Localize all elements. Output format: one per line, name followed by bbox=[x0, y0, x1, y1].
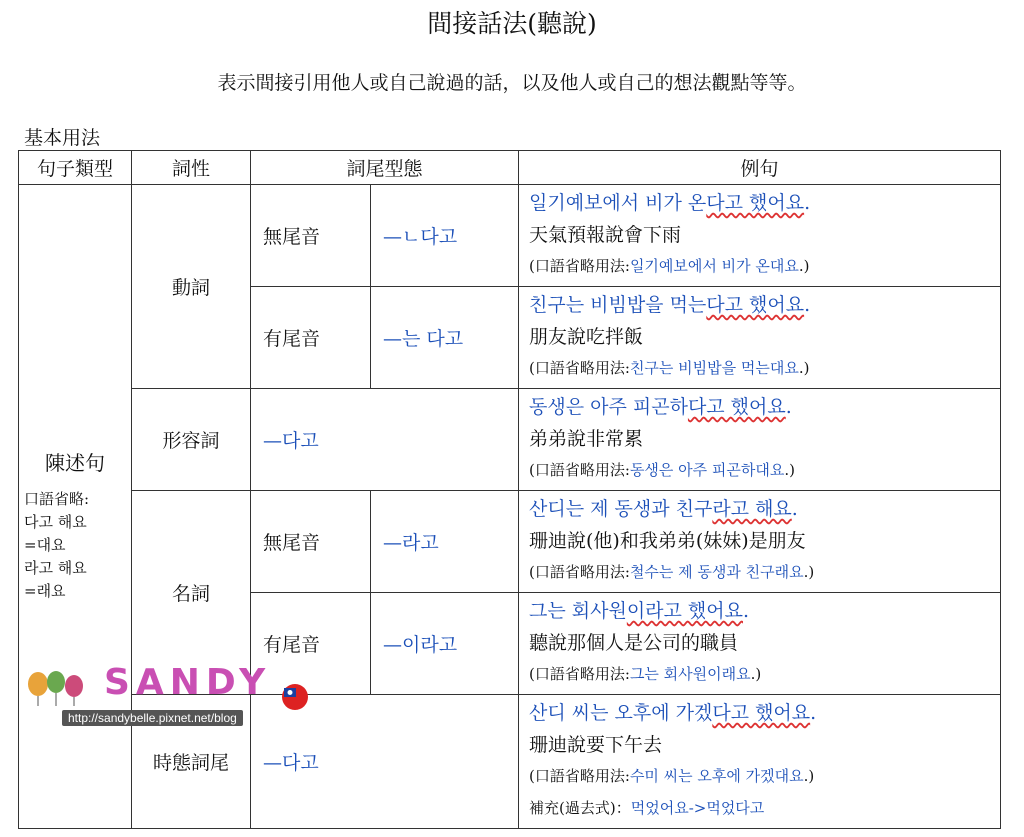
colloquial-korean: 철수는 제 동생과 친구래요 bbox=[629, 563, 804, 581]
colloquial-close: .) bbox=[798, 359, 810, 377]
pos-verb: 動詞 bbox=[132, 185, 251, 389]
header-sentence-type: 句子類型 bbox=[19, 151, 132, 185]
colloquial-close: .) bbox=[803, 563, 815, 581]
note-line: 라고 해요 bbox=[24, 559, 87, 577]
watermark-logo bbox=[24, 662, 314, 732]
example-noun-no-batchim bbox=[519, 491, 1001, 593]
example-chinese: 弟弟說非常累 bbox=[529, 428, 644, 450]
cond-verb-batchim: 有尾音 bbox=[251, 287, 371, 389]
note-line: =래요 bbox=[24, 582, 66, 600]
example-korean-ending: 다고 했어요 bbox=[687, 396, 786, 418]
colloquial-label: (口語省略用法: bbox=[529, 767, 630, 785]
pos-adjective: 形容詞 bbox=[132, 389, 251, 491]
example-chinese: 朋友說吃拌飯 bbox=[529, 326, 644, 348]
colloquial-korean: 수미 씨는 오후에 가겠대요 bbox=[629, 767, 804, 785]
example-adjective bbox=[519, 389, 1001, 491]
page-subtitle: 表示間接引用他人或自己說過的話，以及他人或自己的想法觀點等等。 bbox=[217, 72, 807, 94]
example-korean: 동생은 아주 피곤하 bbox=[529, 396, 688, 418]
colloquial-close: .) bbox=[750, 665, 762, 683]
example-korean-period: . bbox=[785, 396, 792, 418]
header-ending-form: 詞尾型態 bbox=[251, 151, 519, 185]
supplement-past bbox=[529, 792, 1000, 824]
example-chinese: 珊迪說要下午去 bbox=[529, 734, 663, 756]
example-korean-ending: 다고 했어요 bbox=[706, 192, 805, 214]
example-korean-period: . bbox=[743, 600, 750, 622]
example-korean: 일기예보에서 비가 온 bbox=[529, 192, 707, 214]
supplement-label: 補充(過去式)： bbox=[529, 799, 631, 817]
ending-noun-no-batchim: —라고 bbox=[371, 491, 519, 593]
watermark-url: http://sandybelle.pixnet.net/blog bbox=[62, 710, 243, 726]
pos-noun: 名詞 bbox=[132, 491, 251, 695]
example-korean-ending: 다고 했어요 bbox=[712, 702, 811, 724]
pos-tense: 時態詞尾 bbox=[132, 695, 251, 829]
sentence-type-label: 陳述句 bbox=[45, 450, 105, 475]
colloquial-label: (口語省略用法: bbox=[529, 461, 630, 479]
page-title: 間接話法(聽說) bbox=[427, 9, 597, 38]
example-verb-batchim bbox=[519, 287, 1001, 389]
cond-noun-batchim: 有尾音 bbox=[251, 593, 371, 695]
example-chinese: 天氣預報說會下雨 bbox=[529, 224, 682, 246]
header-part-of-speech: 詞性 bbox=[132, 151, 251, 185]
cond-verb-no-batchim: 無尾音 bbox=[251, 185, 371, 287]
example-korean: 친구는 비빔밥을 먹는 bbox=[529, 294, 707, 316]
example-chinese: 聽說那個人是公司的職員 bbox=[529, 632, 739, 654]
section-heading: 基本用法 bbox=[24, 127, 101, 149]
colloquial-note bbox=[24, 488, 89, 603]
table-row bbox=[19, 185, 1001, 287]
example-korean-period: . bbox=[804, 192, 811, 214]
colloquial-close: .) bbox=[798, 257, 810, 275]
example-korean-ending: 다고 했어요 bbox=[706, 294, 805, 316]
example-colloquial bbox=[529, 250, 1000, 282]
note-line: =대요 bbox=[24, 536, 66, 554]
colloquial-label: (口語省略用法: bbox=[529, 359, 630, 377]
note-line: 口語省略: bbox=[24, 490, 90, 508]
ending-verb-batchim: —는 다고 bbox=[371, 287, 519, 389]
example-colloquial bbox=[529, 556, 1000, 588]
colloquial-korean: 일기예보에서 비가 온대요 bbox=[629, 257, 799, 275]
cond-noun-no-batchim: 無尾音 bbox=[251, 491, 371, 593]
colloquial-korean: 동생은 아주 피곤하대요 bbox=[629, 461, 785, 479]
table-row bbox=[19, 389, 1001, 491]
ending-adjective: —다고 bbox=[251, 389, 519, 491]
ending-tense: —다고 bbox=[251, 695, 519, 829]
flag-badge-icon bbox=[280, 682, 310, 712]
example-colloquial bbox=[529, 454, 1000, 486]
table-row bbox=[19, 491, 1001, 593]
example-noun-batchim bbox=[519, 593, 1001, 695]
example-korean-ending: 이라고 했어요 bbox=[626, 600, 743, 622]
balloons-icon bbox=[26, 670, 90, 710]
watermark-text bbox=[104, 662, 271, 703]
header-example: 例句 bbox=[519, 151, 1001, 185]
ending-verb-no-batchim: —ㄴ다고 bbox=[371, 185, 519, 287]
table-header-row bbox=[19, 151, 1001, 185]
example-korean-ending: 라고 해요 bbox=[712, 498, 792, 520]
colloquial-label: (口語省略用法: bbox=[529, 257, 630, 275]
example-korean: 산디는 제 동생과 친구 bbox=[529, 498, 713, 520]
example-korean-period: . bbox=[804, 294, 811, 316]
colloquial-korean: 그는 회사원이래요 bbox=[629, 665, 751, 683]
note-line: 다고 해요 bbox=[24, 513, 87, 531]
example-korean-period: . bbox=[810, 702, 817, 724]
example-verb-no-batchim bbox=[519, 185, 1001, 287]
colloquial-korean: 친구는 비빔밥을 먹는대요 bbox=[629, 359, 799, 377]
example-tense bbox=[519, 695, 1001, 829]
colloquial-label: (口語省略用法: bbox=[529, 563, 630, 581]
example-colloquial bbox=[529, 352, 1000, 384]
example-korean-period: . bbox=[791, 498, 798, 520]
ending-noun-batchim: —이라고 bbox=[371, 593, 519, 695]
example-colloquial bbox=[529, 658, 1000, 690]
example-korean: 그는 회사원 bbox=[529, 600, 627, 622]
colloquial-close: .) bbox=[784, 461, 795, 479]
example-colloquial bbox=[529, 760, 1000, 792]
watermark-sandy: SANDY bbox=[104, 662, 272, 703]
example-korean: 산디 씨는 오후에 가겠 bbox=[529, 702, 713, 724]
example-chinese: 珊迪說(他)和我弟弟(妹妹)是朋友 bbox=[529, 530, 806, 552]
colloquial-close: .) bbox=[803, 767, 815, 785]
supplement-korean: 먹었어요->먹었다고 bbox=[630, 799, 765, 817]
colloquial-label: (口語省略用法: bbox=[529, 665, 630, 683]
